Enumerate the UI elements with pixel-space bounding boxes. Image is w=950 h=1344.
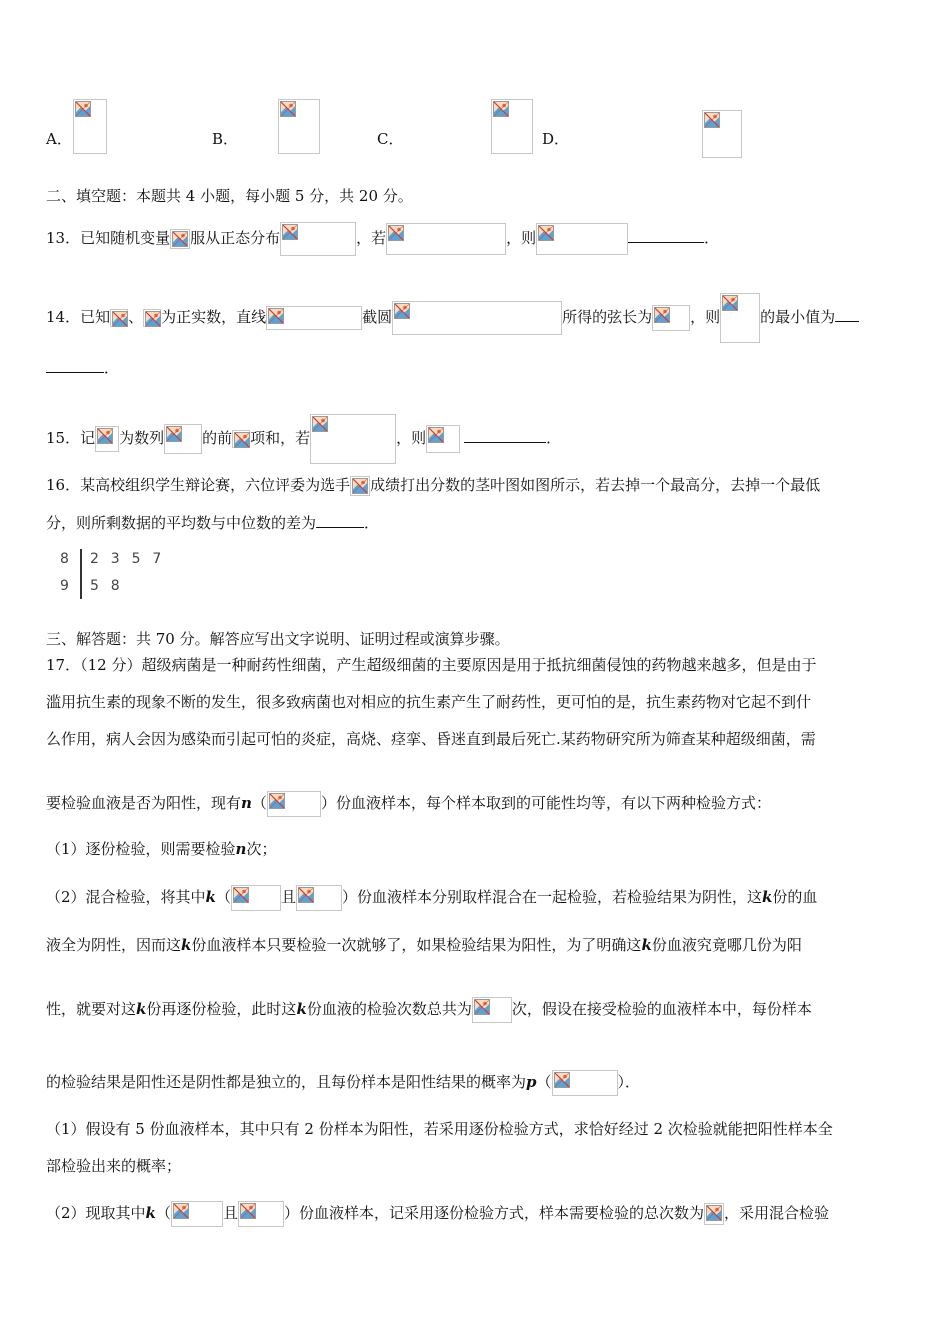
q17-s2-e: ，采用混合检验 [724, 1204, 830, 1222]
q16-answer-blank[interactable] [316, 513, 364, 528]
q14-answer-blank-2[interactable] [46, 358, 104, 373]
q17-method-1 [46, 838, 276, 860]
q17-text-4a: 要检验血液是否为阳性，现有 [46, 794, 242, 812]
q17-l6-b: 份血液样本只要检验一次就够了，如果检验结果为阳性，为了明确这 [191, 936, 642, 954]
q14-text-6: ，则 [690, 308, 721, 326]
q17-l6-a: 液全为阴性，因而这 [46, 936, 182, 954]
q15-sequence [164, 424, 202, 454]
broken-image-icon [704, 112, 720, 128]
q17-m2-k: k [205, 888, 216, 906]
option-d-image [702, 110, 742, 158]
option-c-label: C． [377, 130, 404, 148]
q16-contestant [350, 476, 370, 496]
q17-l6-k1: k [181, 936, 192, 954]
broken-image-icon [269, 793, 285, 809]
broken-image-icon [166, 426, 182, 442]
broken-image-icon [145, 311, 161, 327]
q14-chord [652, 305, 690, 331]
q15-target [426, 425, 460, 453]
q17-l8-a: 的检验结果是阳性还是阴性都是独立的，且每份样本是阳性结果的概率为 [46, 1073, 527, 1091]
q13-distribution [280, 222, 356, 256]
broken-image-icon [173, 1203, 189, 1219]
broken-image-icon [352, 478, 368, 494]
q17-l6-c: 份血液究竟哪几份为阳 [651, 936, 802, 954]
broken-image-icon [234, 432, 250, 448]
leaf-row-2: 5 8 [90, 578, 121, 594]
q17-m2-text-d: ）份血液样本分别取样混合在一起检验，若检验结果为阴性，这 [341, 888, 762, 906]
q14-line-eq [266, 306, 362, 330]
q17-s2-paren: （ [155, 1204, 171, 1222]
q16-end: ． [364, 514, 380, 532]
q17-m2-and: 且 [280, 888, 296, 906]
broken-image-icon [75, 101, 91, 117]
q13-answer-blank[interactable] [628, 228, 704, 243]
q15-condition [310, 414, 396, 464]
q14-text-4: 截圆 [362, 308, 393, 326]
q17-sub1-line1: （1）假设有 5 份血液样本，其中只有 2 份样本为阳性，若采用逐份检验方式，求恰好经过 2 次检验就能把阳性样本全 [46, 1120, 833, 1138]
q17-sub1-line2: 部检验出来的概率； [46, 1157, 182, 1175]
q17-l8-paren: （ [536, 1073, 552, 1091]
q17-s2-var [704, 1203, 724, 1225]
q15-text-1: 15．记 [46, 429, 96, 447]
q17-line-7 [46, 997, 812, 1019]
q13-condition [386, 223, 506, 255]
question-14 [46, 293, 859, 326]
broken-image-icon [280, 101, 296, 117]
q17-s2-d: ）份血液样本，记采用逐份检验方式，样本需要检验的总次数为 [283, 1204, 704, 1222]
q17-line-2: 滥用抗生素的现象不断的发生，很多致病菌也对相应的抗生素产生了耐药性，更可怕的是，抗生素药物对它起不到什 [46, 693, 812, 711]
q17-line-6 [46, 934, 802, 956]
q17-s2-and: 且 [222, 1204, 238, 1222]
q17-l8-end: ）． [617, 1073, 641, 1091]
broken-image-icon [394, 303, 410, 319]
q14-var-a [110, 309, 128, 327]
q17-n-condition [267, 791, 321, 817]
broken-image-icon [493, 101, 509, 117]
q17-line-1: 17．（12 分）超级病菌是一种耐药性细菌，产生超级细菌的主要原因是用于抵抗细菌侵蚀的药物越来越多，但是由于 [46, 656, 817, 674]
q15-text-3: 的前 [202, 429, 233, 447]
q14-var-b [143, 309, 161, 327]
q17-l7-a: 性，就要对这 [46, 1000, 137, 1018]
option-a-label: A． [46, 130, 72, 148]
q17-m2-text-a: （2）混合检验，将其中 [46, 888, 206, 906]
broken-image-icon [428, 427, 444, 443]
stem-row-1: 8 [60, 551, 69, 567]
q17-l6-k2: k [641, 936, 652, 954]
q17-l7-d: 次，假设在接受检验的血液样本中，每份样本 [511, 1000, 812, 1018]
q17-l7-c: 份血液的检验次数总共为 [306, 1000, 472, 1018]
q17-var-p: p [526, 1073, 537, 1091]
q13-text-2: 服从正态分布 [190, 229, 281, 247]
broken-image-icon [240, 1203, 256, 1219]
broken-image-icon [474, 999, 490, 1015]
q17-line-4 [46, 791, 771, 813]
q14-expression [720, 293, 760, 343]
q15-answer-blank[interactable] [464, 428, 546, 443]
q15-text-2: 为数列 [119, 429, 165, 447]
q17-s2-cond-2 [238, 1201, 284, 1227]
q13-text-4: ，则 [506, 229, 537, 247]
broken-image-icon [312, 416, 328, 432]
q15-sn [95, 426, 119, 452]
q14-circle-eq [392, 301, 562, 335]
q15-n [232, 430, 250, 448]
broken-image-icon [554, 1072, 570, 1088]
q14-answer-blank-1[interactable] [835, 307, 859, 322]
q17-l7-k2: k [296, 1000, 307, 1018]
q17-p-condition [552, 1070, 618, 1096]
stem-leaf-divider [80, 549, 82, 599]
q14-continuation [46, 357, 119, 379]
q14-text-5: 所得的弦长为 [562, 308, 653, 326]
q16-text-3: 分，则所剩数据的平均数与中位数的差为 [46, 514, 317, 532]
q17-s2-a: （2）现取其中 [46, 1204, 146, 1222]
question-16-line1 [46, 474, 820, 496]
broken-image-icon [722, 295, 738, 311]
q15-end: ． [546, 429, 562, 447]
q13-text-3: ，若 [356, 229, 387, 247]
broken-image-icon [654, 307, 670, 323]
question-16-line2 [46, 512, 379, 534]
q14-end: ． [104, 359, 120, 377]
section3-heading: 三、解答题：共 70 分。解答应写出文字说明、证明过程或演算步骤。 [46, 630, 510, 648]
question-15 [46, 414, 562, 447]
section2-heading: 二、填空题：本题共 4 小题，每小题 5 分，共 20 分。 [46, 187, 413, 205]
q17-m2-k-2: k [762, 888, 773, 906]
q17-l7-b: 份再逐份检验，此时这 [146, 1000, 297, 1018]
q15-text-4: 项和，若 [250, 429, 311, 447]
broken-image-icon [233, 887, 249, 903]
q17-m1-n: n [235, 840, 247, 858]
q17-l7-k1: k [136, 1000, 147, 1018]
option-d-label: D． [542, 130, 570, 148]
q15-text-5: ，则 [396, 429, 427, 447]
q17-m1-text: （1）逐份检验，则需要检验 [46, 840, 236, 858]
q17-text-4c: ）份血液样本，每个样本取到的可能性均等，有以下两种检验方式： [320, 794, 771, 812]
q17-m2-paren: （ [215, 888, 231, 906]
q17-m2-text-e: 份的血 [772, 888, 818, 906]
broken-image-icon [172, 231, 188, 247]
q17-method-2 [46, 885, 817, 907]
broken-image-icon [298, 887, 314, 903]
broken-image-icon [388, 225, 404, 241]
q17-m2-k-cond-1 [231, 885, 281, 911]
q13-text-1: 13．已知随机变量 [46, 229, 171, 247]
q17-line-8 [46, 1070, 640, 1092]
leaf-row-1: 2 3 5 7 [90, 551, 163, 567]
q17-m1-end: 次； [246, 840, 277, 858]
q16-text-2: 成绩打出分数的茎叶图如图所示，若去掉一个最高分，去掉一个最低 [370, 476, 821, 494]
q17-var-n: n [241, 794, 252, 812]
broken-image-icon [706, 1205, 722, 1221]
broken-image-icon [538, 225, 554, 241]
q17-m2-k-cond-2 [296, 885, 342, 911]
option-a-image [73, 99, 107, 154]
q14-text-3: 为正实数，直线 [161, 308, 267, 326]
option-b-image [278, 99, 320, 154]
broken-image-icon [282, 224, 298, 240]
q13-target [536, 223, 628, 255]
question-13 [46, 222, 720, 247]
q17-s2-cond-1 [171, 1201, 223, 1227]
broken-image-icon [112, 311, 128, 327]
q14-text-7: 的最小值为 [760, 308, 836, 326]
q14-text-1: 14．已知 [46, 308, 111, 326]
q17-paren-open: （ [251, 794, 267, 812]
q17-line-3: 么作用，病人会因为感染而引起可怕的炎症，高烧、痉挛、昏迷直到最后死亡.某药物研究所为筛查某种超级细菌，需 [46, 730, 816, 748]
q13-var-x [170, 229, 190, 249]
option-b-label: B． [212, 130, 239, 148]
q13-end: ． [704, 229, 720, 247]
q17-sub2-line1 [46, 1201, 829, 1223]
broken-image-icon [268, 308, 284, 324]
q17-s2-k: k [145, 1204, 156, 1222]
stem-row-2: 9 [60, 578, 69, 594]
q14-text-2: 、 [128, 308, 144, 326]
broken-image-icon [97, 428, 113, 444]
q16-text-1: 16．某高校组织学生辩论赛，六位评委为选手 [46, 476, 351, 494]
q17-l7-count [472, 997, 512, 1023]
option-c-image [491, 99, 533, 154]
